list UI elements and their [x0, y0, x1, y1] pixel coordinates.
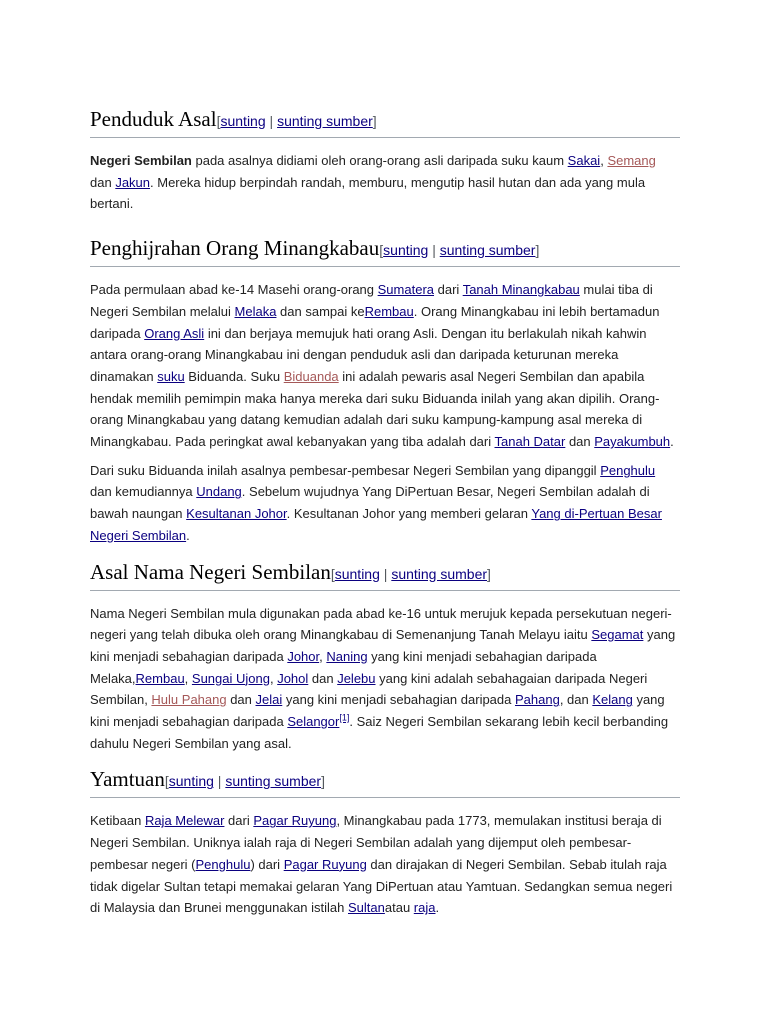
wiki-link[interactable]: Johol — [277, 670, 309, 686]
paragraph — [90, 810, 680, 919]
edit-link[interactable]: sunting — [334, 565, 380, 582]
text-run: Nama Negeri Sembilan mula digunakan pada abad ke-16 untuk merujuk kepada persekutuan negeri-negeri yang telah dibuka oleh orang Minangkabau di Semenanjung Tanah Melayu iaitu — [90, 605, 672, 643]
edit-link[interactable]: sunting — [220, 113, 266, 129]
wiki-link[interactable]: Tanah Minangkabau — [462, 282, 580, 298]
section-asal-nama — [90, 557, 680, 755]
text-run: yang kini menjadi sebahagian daripada Melaka, — [90, 648, 597, 686]
wiki-link[interactable]: Undang — [196, 484, 242, 500]
paragraph — [90, 603, 680, 755]
text-run: Biduanda. Suku — [184, 368, 284, 384]
wiki-link[interactable]: Rembau — [135, 670, 185, 686]
section-heading — [90, 233, 680, 267]
wiki-link[interactable]: Tanah Datar — [494, 434, 566, 450]
wiki-link[interactable]: Naning — [326, 648, 368, 664]
text-run: . Sebelum wujudnya Yang DiPertuan Besar, Negeri Sembilan adalah di bawah naungan — [90, 484, 650, 522]
text-run: , dan — [559, 692, 593, 708]
edit-source-link[interactable]: sunting sumber — [439, 242, 536, 259]
wiki-link[interactable]: Pagar Ruyung — [283, 856, 367, 872]
wiki-link[interactable]: Jakun — [115, 174, 151, 190]
wiki-link[interactable]: Pagar Ruyung — [253, 813, 337, 829]
wiki-link[interactable]: Orang Asli — [144, 325, 205, 341]
section-heading — [90, 764, 680, 798]
section-heading — [90, 557, 680, 591]
wiki-link[interactable]: Penghulu — [195, 856, 251, 872]
wiki-link[interactable]: suku — [157, 368, 185, 384]
text-run: . — [435, 900, 440, 916]
text-run: pada asalnya didiami oleh orang-orang asli daripada suku kaum — [191, 153, 568, 168]
section-title: Penghijrahan Orang Minangkabau — [90, 236, 380, 261]
wiki-link[interactable]: raja — [413, 900, 436, 916]
edit-link[interactable]: sunting — [168, 773, 214, 790]
text-run: ini dan berjaya memujuk hati orang Asli. Dengan itu berlakulah nikah kahwin antara orang-orang Minangkabau ini dengan penduduk asli dan daripada keturunan mereka dinamakan — [90, 325, 647, 384]
text-run: . Saiz Negeri Sembilan sekarang lebih kecil berbanding dahulu Negeri Sembilan yang asal. — [90, 714, 669, 751]
text-run: yang kini menjadi sebahagian daripada — [282, 692, 515, 708]
paragraph — [90, 460, 680, 547]
text-run: mulai tiba di Negeri Sembilan melalui — [90, 282, 653, 319]
bold-term: Negeri Sembilan — [90, 153, 192, 168]
text-run: dan — [308, 670, 338, 686]
text-run: yang kini adalah sebahagaian daripada Negeri Sembilan, — [90, 670, 648, 708]
wiki-link[interactable]: Jelai — [255, 692, 283, 708]
text-run: dan — [226, 692, 256, 708]
section-penduduk-asal — [90, 104, 680, 215]
text-run: , — [319, 648, 327, 664]
text-run: , — [269, 670, 278, 686]
edit-links: [sunting | sunting sumber] — [379, 242, 540, 259]
wiki-link[interactable]: Kesultanan Johor — [186, 506, 287, 522]
edit-source-link[interactable]: sunting sumber — [225, 773, 322, 790]
text-run: dan kemudiannya — [90, 484, 197, 500]
wiki-link[interactable]: Yang di-Pertuan Besar Negeri Sembilan — [90, 506, 662, 543]
text-run: ini adalah pewaris asal Negeri Sembilan dan apabila hendak memilih pemimpin maka hanya mereka dari suku Biduanda inilah yang akan dipilih. Orang-orang Minangkabau yang datang kemudian adalah dari suku kampung-kampung asal mereka di Minangkabau. Pada peringkat awal kebanyakan yang tiba adalah dari — [90, 368, 660, 450]
wiki-link[interactable]: Penghulu — [600, 462, 656, 478]
edit-link[interactable]: sunting — [383, 242, 429, 259]
section-yamtuan — [90, 764, 680, 919]
edit-links: [sunting | sunting sumber] — [330, 565, 491, 582]
section-heading — [90, 104, 680, 138]
citation-superscript — [339, 713, 349, 723]
wiki-link[interactable]: Pahang — [514, 692, 560, 708]
wiki-link[interactable]: Selangor — [287, 714, 340, 730]
paragraph — [90, 150, 680, 215]
section-title: Asal Nama Negeri Sembilan — [90, 559, 331, 584]
wiki-link[interactable]: Johor — [287, 648, 320, 664]
edit-source-link[interactable]: sunting sumber — [277, 113, 373, 129]
text-run: yang kini menjadi sebahagian daripada — [90, 692, 665, 730]
section-title: Yamtuan — [90, 767, 165, 792]
wiki-link[interactable]: Sakai — [567, 153, 601, 168]
text-run: Ketibaan — [90, 813, 145, 829]
wiki-link[interactable]: Sumatera — [377, 282, 435, 298]
text-run: dan — [565, 434, 595, 450]
wiki-link[interactable]: Raja Melewar — [144, 813, 225, 829]
section-penghijrahan — [90, 233, 680, 546]
text-run: . Kesultanan Johor yang memberi gelaran — [286, 506, 532, 522]
wiki-link[interactable]: Segamat — [591, 627, 644, 643]
wiki-link[interactable]: Payakumbuh — [594, 434, 671, 450]
text-run: dari — [224, 813, 254, 829]
wiki-link[interactable]: Biduanda — [283, 368, 339, 384]
wiki-link[interactable]: Sungai Ujong — [191, 670, 270, 686]
wiki-link[interactable]: Melaka — [234, 303, 277, 319]
wiki-link[interactable]: Rembau — [364, 303, 414, 319]
text-run: , — [600, 153, 608, 168]
edit-links: [sunting | sunting sumber] — [164, 773, 325, 790]
reference-link[interactable]: [1] — [339, 712, 350, 723]
wiki-link[interactable]: Kelang — [592, 692, 633, 708]
text-run: . Orang Minangkabau ini lebih bertamadun daripada — [90, 303, 660, 341]
wiki-link[interactable]: Jelebu — [337, 670, 376, 686]
text-run: , Minangkabau pada 1773, memulakan institusi beraja di Negeri Sembilan. Uniknya ialah raja di Negeri Sembilan adalah yang dijemput oleh pembesar-pembesar negeri ( — [90, 813, 662, 872]
text-run: yang kini menjadi sebahagian daripada — [90, 627, 676, 664]
text-run: Pada permulaan abad ke-14 Masehi orang-orang — [90, 282, 378, 298]
text-run: atau — [384, 900, 414, 916]
text-run: ) dari — [250, 856, 284, 872]
text-run: dan dirajakan di Negeri Sembilan. Sebab itulah raja tidak digelar Sultan tetapi memakai gelaran Yang DiPertuan atau Yamtuan. Sedangkan semua negeri di Malaysia dan Brunei menggunakan istilah — [90, 856, 673, 916]
wiki-link[interactable]: Hulu Pahang — [151, 692, 227, 708]
text-run: dan sampai ke — [276, 303, 365, 319]
text-run: . — [670, 434, 674, 450]
text-run: . Mereka hidup berpindah randah, memburu, mengutip hasil hutan dan ada yang mula bertani. — [90, 174, 646, 212]
text-run: dari — [434, 282, 463, 298]
paragraph — [90, 279, 680, 453]
wiki-link[interactable]: Semang — [607, 153, 656, 168]
text-run: Dari suku Biduanda inilah asalnya pembesar-pembesar Negeri Sembilan yang dipanggil — [90, 462, 601, 478]
text-run: , — [184, 670, 192, 686]
edit-source-link[interactable]: sunting sumber — [391, 565, 488, 582]
text-run: . — [186, 527, 190, 543]
edit-links: [sunting | sunting sumber] — [216, 113, 377, 129]
section-title: Penduduk Asal — [90, 107, 217, 131]
text-run: dan — [90, 174, 116, 190]
wiki-link[interactable]: Sultan — [348, 900, 385, 916]
